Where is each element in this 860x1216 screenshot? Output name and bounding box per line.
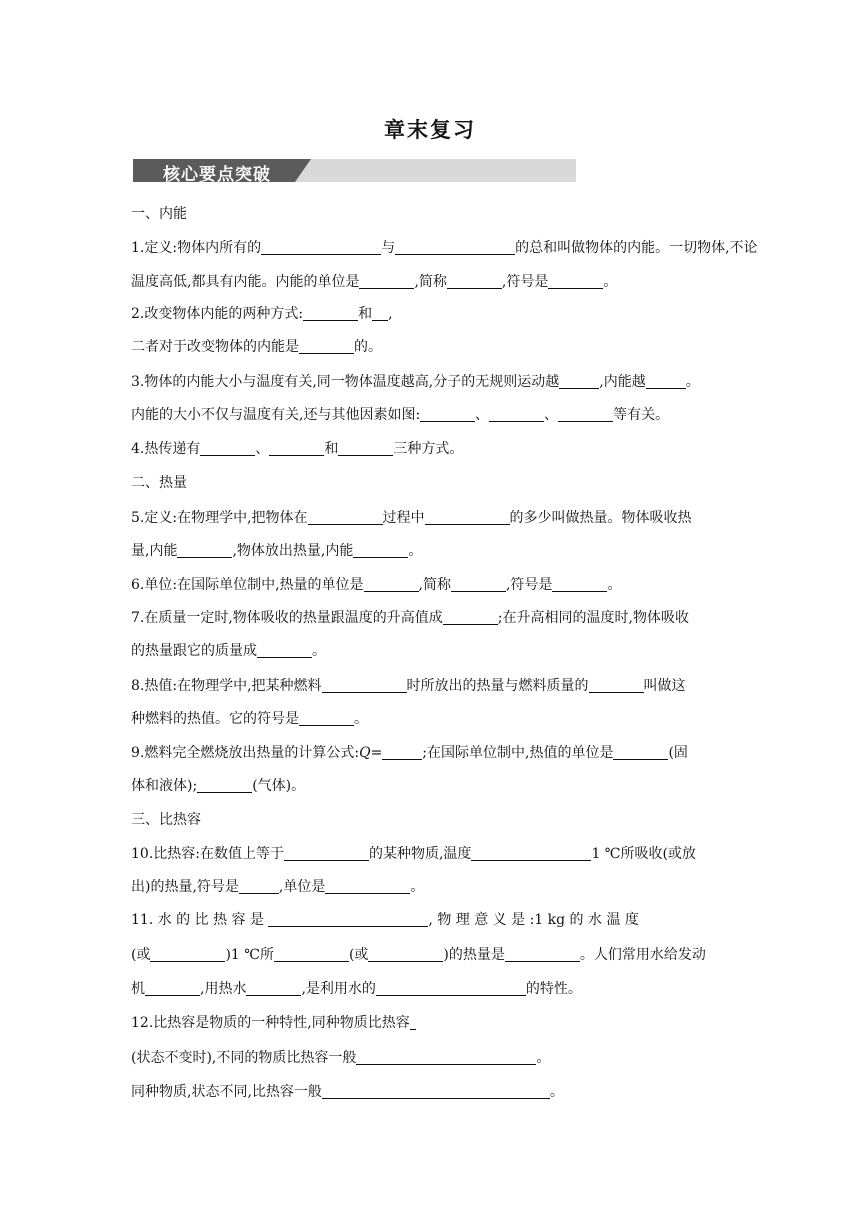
item-1-line-2: 温度高低,都具有内能。内能的单位是 ,简称 ,符号是 。 <box>131 274 618 290</box>
blank[interactable] <box>299 711 354 726</box>
blank[interactable] <box>308 510 383 525</box>
section-heading-heat: 二、热量 <box>131 475 187 491</box>
item-11-line-1: 11. 水 的 比 热 容 是 , 物 理 意 义 是 :1 kg 的 水 温 度 <box>131 912 639 928</box>
blank[interactable] <box>325 879 410 894</box>
blank[interactable] <box>177 543 232 558</box>
blank[interactable] <box>548 274 603 289</box>
blank[interactable] <box>447 274 502 289</box>
item-9-line-2: 体和液体); (气体)。 <box>131 778 306 794</box>
blank[interactable] <box>284 846 369 861</box>
item-12-line-3: 同种物质,状态不同,比热容一般 。 <box>131 1084 564 1100</box>
blank[interactable] <box>646 374 686 389</box>
section-heading-specific-heat: 三、比热容 <box>131 812 201 828</box>
item-12-line-1: 12.比热容是物质的一种特性,同种物质比热容 <box>131 1014 416 1032</box>
blank[interactable] <box>338 441 393 456</box>
blank[interactable] <box>471 846 591 861</box>
blank[interactable] <box>451 577 506 592</box>
item-4: 4.热传递有 、 和 三种方式。 <box>131 441 464 457</box>
blank[interactable] <box>410 1015 416 1030</box>
blank[interactable] <box>261 240 381 255</box>
item-8-line-1: 8.热值:在物理学中,把某种燃料 时所放出的热量与燃料质量的 叫做这 <box>131 678 686 694</box>
blank[interactable] <box>239 879 279 894</box>
blank[interactable] <box>359 274 414 289</box>
blank[interactable] <box>197 778 252 793</box>
item-12-line-2: (状态不变时),不同的物质比热容一般 。 <box>131 1050 551 1066</box>
item-6: 6.单位:在国际单位制中,热量的单位是 ,简称 ,符号是 。 <box>131 577 622 593</box>
blank[interactable] <box>274 947 349 962</box>
item-5-line-1: 5.定义:在物理学中,把物体在 过程中 的多少叫做热量。物体吸收热 <box>131 510 692 526</box>
blank[interactable] <box>425 510 510 525</box>
blank[interactable] <box>257 643 312 658</box>
blank[interactable] <box>322 678 407 693</box>
blank[interactable] <box>443 610 498 625</box>
section-banner <box>133 159 576 185</box>
blank[interactable] <box>372 306 388 321</box>
item-5-line-2: 量,内能 ,物体放出热量,内能 。 <box>131 543 423 559</box>
blank[interactable] <box>382 745 422 760</box>
blank[interactable] <box>299 339 354 354</box>
item-9-line-1: 9.燃料完全燃烧放出热量的计算公式:Q= ;在国际单位制中,热值的单位是 (固 <box>131 745 688 761</box>
blank[interactable] <box>368 947 443 962</box>
item-7-line-1: 7.在质量一定时,物体吸收的热量跟温度的升高值成 ;在升高相同的温度时,物体吸收 <box>131 610 689 626</box>
item-7-line-2: 的热量跟它的质量成 。 <box>131 643 326 659</box>
item-11-line-2: (或 )1 ℃所 (或 )的热量是 。人们常用水给发动 <box>131 947 706 963</box>
blank[interactable] <box>322 1084 550 1099</box>
item-3-line-2: 内能的大小不仅与温度有关,还与其他因素如图: 、 、 等有关。 <box>131 407 670 423</box>
blank[interactable] <box>552 577 607 592</box>
blank[interactable] <box>613 745 668 760</box>
item-10-line-2: 出)的热量,符号是 ,单位是 。 <box>131 879 425 895</box>
blank[interactable] <box>145 981 200 996</box>
blank[interactable] <box>558 407 613 422</box>
blank[interactable] <box>303 306 358 321</box>
item-2-line-1: 2.改变物体内能的两种方式: 和 , <box>131 306 393 322</box>
blank[interactable] <box>395 240 515 255</box>
section-heading-internal-energy: 一、内能 <box>131 206 187 222</box>
blank[interactable] <box>269 441 324 456</box>
blank[interactable] <box>246 981 301 996</box>
blank[interactable] <box>364 577 419 592</box>
blank[interactable] <box>589 678 644 693</box>
section-banner-label: 核心要点突破 <box>163 165 271 185</box>
blank[interactable] <box>489 407 544 422</box>
blank[interactable] <box>559 374 599 389</box>
blank[interactable] <box>353 543 408 558</box>
blank[interactable] <box>420 407 475 422</box>
blank[interactable] <box>268 912 428 927</box>
item-3-line-1: 3.物体的内能大小与温度有关,同一物体温度越高,分子的无规则运动越 ,内能越 。 <box>131 374 700 390</box>
blank[interactable] <box>356 1050 536 1065</box>
blank[interactable] <box>200 441 255 456</box>
item-10-line-1: 10.比热容:在数值上等于 的某种物质,温度 1 ℃所吸收(或放 <box>131 846 696 862</box>
item-8-line-2: 种燃料的热值。它的符号是 。 <box>131 711 368 727</box>
item-2-line-2: 二者对于改变物体的内能是 的。 <box>131 339 382 355</box>
item-11-line-3: 机 ,用热水 ,是利用水的 的特性。 <box>131 981 582 997</box>
blank[interactable] <box>150 947 225 962</box>
blank[interactable] <box>376 981 526 996</box>
item-1-line-1: 1.定义:物体内所有的 与 的总和叫做物体的内能。一切物体,不论 <box>131 240 758 256</box>
blank[interactable] <box>505 947 580 962</box>
page-title: 章末复习 <box>384 118 476 142</box>
